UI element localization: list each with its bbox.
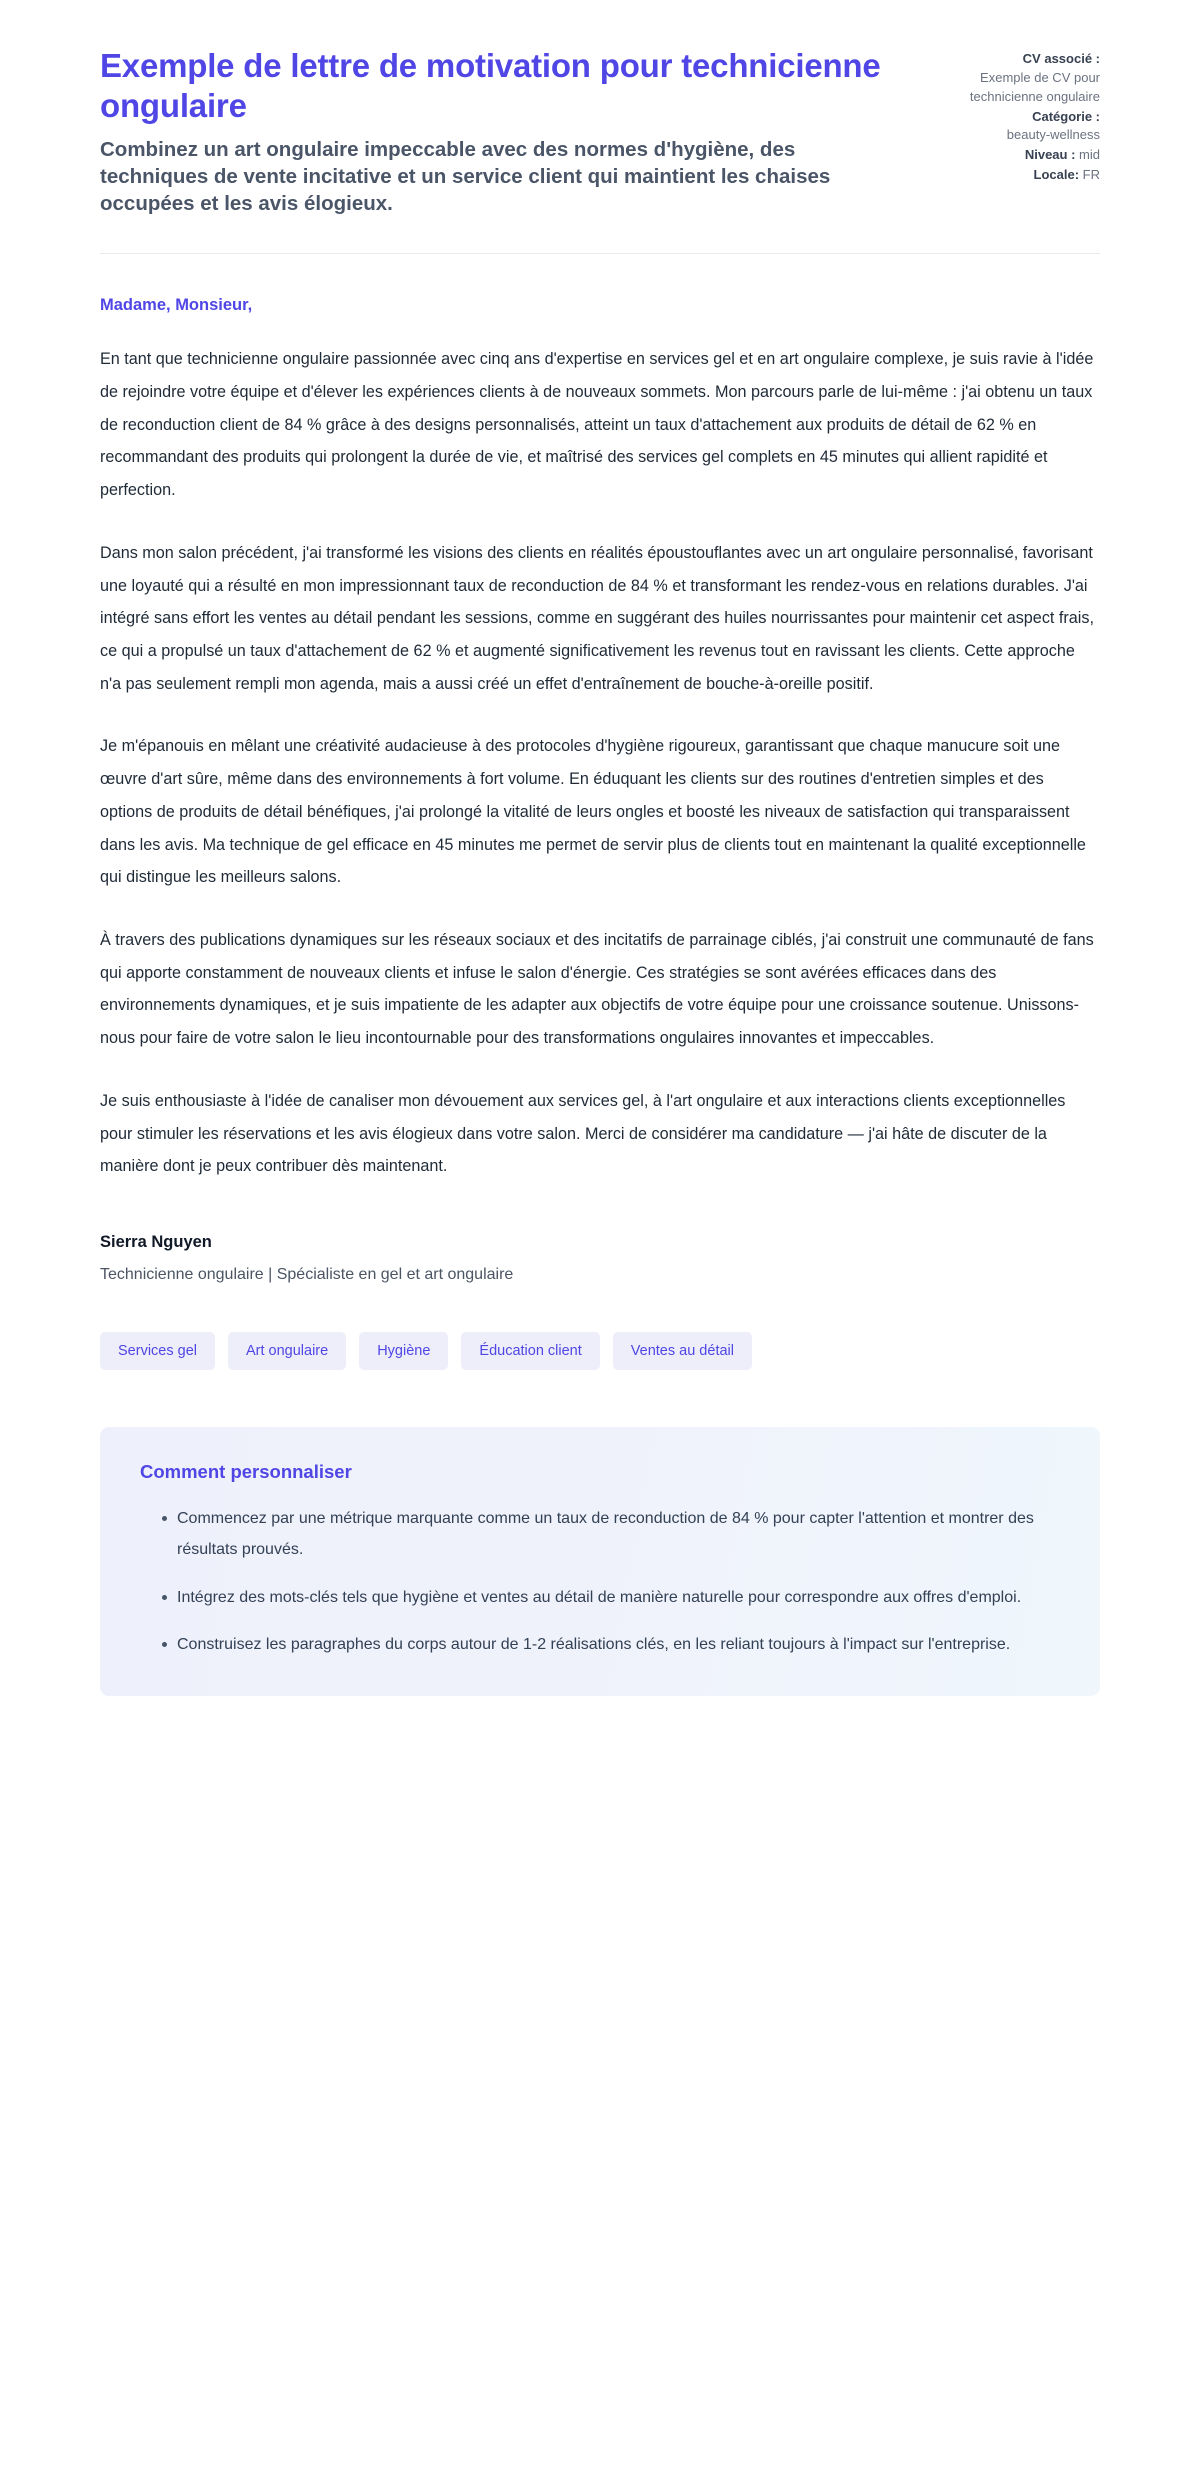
letter-paragraph: À travers des publications dynamiques sur les réseaux sociaux et des incitatifs de parrainage ciblés, j'ai construit une communauté de fans qui apporte constamment de nouveaux clients et infuse le salon d'énergie. Ces stratégies se sont avérées efficaces dans des environnements dynamiques, et je suis impatiente de les adapter aux objectifs de votre équipe pour une croissance soutenue. Unissons-nous pour faire de votre salon le lieu incontournable pour des transformations ongulaires innovantes et impeccables. (100, 931, 1094, 1048)
metadata-row-locale (935, 166, 1100, 185)
tag-chip[interactable]: Services gel (100, 1332, 215, 1371)
metadata-value-category: beauty-wellness (1006, 127, 1100, 143)
signature-role: Technicienne ongulaire | Spécialiste en gel et art ongulaire (100, 1266, 514, 1284)
signature-name: Sierra Nguyen (100, 1233, 212, 1252)
letter-paragraph: Je suis enthousiaste à l'idée de canaliser mon dévouement aux services gel, à l'art ongulaire et aux interactions clients exceptionnelles pour stimuler les réservations et les avis élogieux dans votre salon. Merci de considérer ma candidature — j'ai hâte de discuter de la manière dont je peux contribuer dès maintenant. (100, 1091, 1066, 1176)
letter-body (100, 254, 1100, 1183)
letter-paragraph: Dans mon salon précédent, j'ai transformé les visions des clients en réalités époustouflantes avec un art ongulaire personnalisé, favorisant une loyauté qui a résulté en mon impressionnant taux de reconduction de 84 % et transformant les rendez-vous en relations durables. J'ai intégré sans effort les ventes au détail pendant les sessions, comme en suggérant des huiles nourrissantes pour maintenir cet aspect frais, ce qui a propulsé un taux d'attachement de 62 % et augmenté significativement les revenus tout en ravissant les clients. Cette approche n'a pas seulement rempli mon agenda, mais a aussi créé un effet d'entraînement de bouche-à-oreille positif. (100, 543, 1094, 693)
metadata-row-category (935, 108, 1100, 146)
letter-paragraph: Je m'épanouis en mêlant une créativité audacieuse à des protocoles d'hygiène rigoureux, garantissant que chaque manucure soit une œuvre d'art sûre, même dans des environnements à fort volume. En éduquant les clients sur des routines d'entretien simples et des options de produits de détail bénéfiques, j'ai prolongé la vitalité de leurs ongles et boosté les niveaux de satisfaction qui transparaissent dans les avis. Ma technique de gel efficace en 45 minutes me permet de servir plus de clients tout en maintenant la qualité exceptionnelle qui distingue les meilleurs salons. (100, 737, 1086, 887)
metadata-label-cv: CV associé : (1022, 51, 1100, 66)
callout-list-item: Commencez par une métrique marquante comme un taux de reconduction de 84 % pour capter l'attention et montrer des résultats prouvés. (162, 1503, 1060, 1565)
metadata-label-category: Catégorie : (1032, 108, 1100, 124)
metadata-value-level: mid (1079, 147, 1100, 163)
metadata-row-cv (935, 50, 1100, 107)
callout-list-item: Construisez les paragraphes du corps autour de 1-2 réalisations clés, en les reliant toujours à l'impact sur l'entreprise. (162, 1629, 1060, 1660)
tag-chip[interactable]: Hygiène (359, 1332, 448, 1371)
metadata-label-locale: Locale: (1033, 167, 1080, 183)
tag-chip[interactable]: Éducation client (461, 1332, 599, 1371)
callout-list-item: Intégrez des mots-clés tels que hygiène et ventes au détail de manière naturelle pour correspondre aux offres d'emploi. (162, 1582, 1060, 1613)
document-header (100, 46, 1100, 217)
metadata-value-cv: Exemple de CV pour technicienne ongulaire (969, 69, 1100, 104)
metadata-value-locale: FR (1082, 167, 1100, 183)
page-title: Exemple de lettre de motivation pour technicienne ongulaire (100, 47, 881, 125)
tag-chip[interactable]: Art ongulaire (228, 1332, 346, 1371)
letter-paragraph: En tant que technicienne ongulaire passionnée avec cinq ans d'expertise en services gel et en art ongulaire complexe, je suis ravie à l'idée de rejoindre votre équipe et d'élever les expériences clients à de nouveaux sommets. Mon parcours parle de lui-même : j'ai obtenu un taux de reconduction client de 84 % grâce à des designs personnalisés, atteint un taux d'attachement aux produits de détail de 62 % en recommandant des produits qui prolongent la durée de vie, et maîtrisé des services gel complets en 45 minutes qui allient rapidité et perfection. (100, 350, 1094, 500)
signature-block (100, 1233, 1100, 1288)
page-subtitle: Combinez un art ongulaire impeccable avec des normes d'hygiène, des techniques de vente incitative et un service client qui maintient les chaises occupées et les avis élogieux. (100, 137, 831, 215)
letter-greeting: Madame, Monsieur, (100, 296, 253, 315)
callout-list (140, 1503, 1060, 1660)
metadata-row-level (935, 146, 1100, 165)
header-text-block (100, 46, 890, 217)
metadata-panel (935, 46, 1100, 186)
customization-callout (100, 1427, 1100, 1696)
callout-title: Comment personnaliser (140, 1461, 352, 1483)
metadata-label-level: Niveau : (1024, 147, 1076, 163)
tag-list (100, 1332, 1100, 1371)
tag-chip[interactable]: Ventes au détail (613, 1332, 752, 1371)
